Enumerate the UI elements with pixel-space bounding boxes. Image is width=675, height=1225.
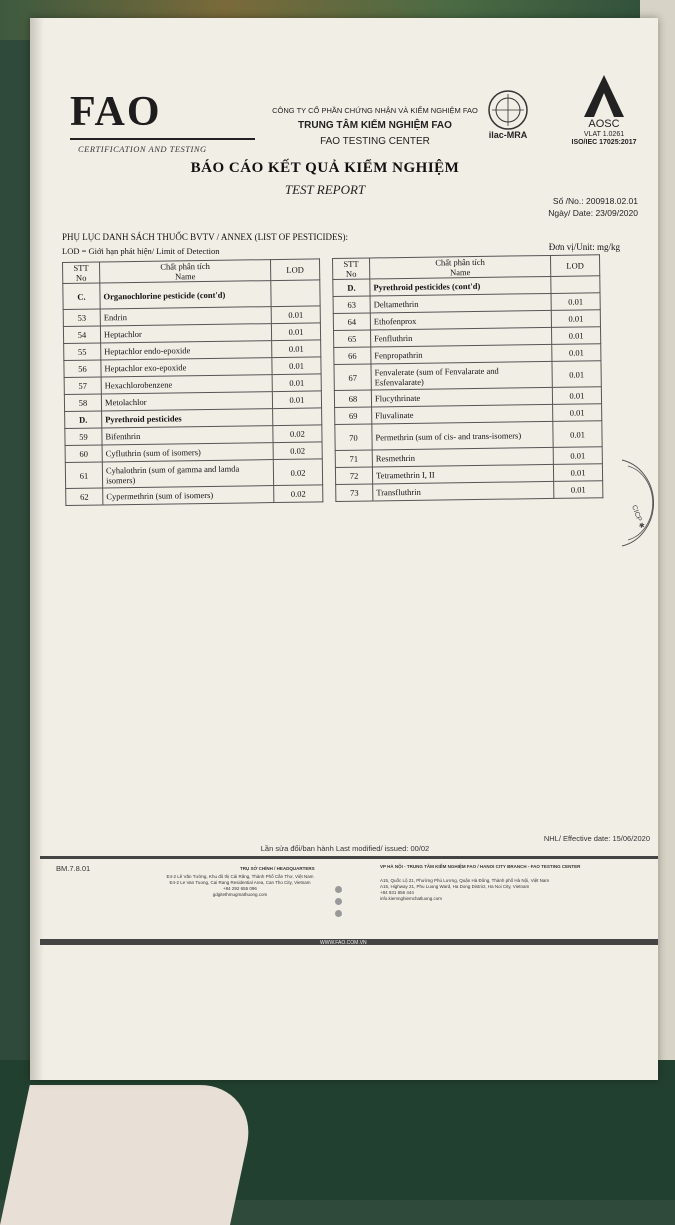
cell-lod: 0.01 [553, 464, 602, 482]
cell-lod: 0.02 [273, 425, 322, 443]
cell-name: Resmethrin [372, 447, 553, 467]
cell-name: Transfluthrin [373, 481, 554, 501]
hq-title: TRỤ SỞ CHÍNH / HEADQUARTERS [240, 866, 315, 871]
cell-lod: 0.01 [552, 387, 601, 405]
cell-stt: 62 [66, 488, 103, 506]
cell-lod: 0.01 [271, 306, 320, 324]
email-icon [335, 910, 342, 917]
cell-name: Organochlorine pesticide (cont'd) [100, 281, 271, 309]
form-code: BM.7.8.01 [56, 864, 91, 873]
cell-lod: 0.02 [274, 485, 323, 503]
table-row [336, 481, 603, 502]
cell-stt: D. [333, 279, 370, 297]
cell-name: Ethofenprox [370, 310, 551, 330]
cell-name: Cyfluthrin (sum of isomers) [102, 443, 273, 462]
cell-stt: 58 [64, 394, 101, 412]
cell-lod: 0.01 [272, 340, 321, 358]
cell-lod: 0.01 [551, 327, 600, 345]
cell-stt: 53 [63, 309, 100, 327]
cell-name: Endrin [100, 307, 271, 326]
cell-name: Permethrin (sum of cis- and trans-isomers) [372, 421, 553, 450]
cell-stt: 65 [334, 330, 371, 348]
cell-name: Fenpropathrin [371, 344, 552, 364]
cell-name: Pyrethroid pesticides (cont'd) [370, 276, 551, 296]
center-name-en: FAO TESTING CENTER [320, 136, 430, 147]
cell-lod: 0.02 [273, 459, 322, 486]
report-number: Số /No.: 200918.02.01 [552, 196, 638, 206]
svg-text:AOSC: AOSC [588, 118, 620, 130]
contact-icons [335, 886, 345, 922]
branch-title: VP HÀ NỘI - TRUNG TÂM KIỂM NGHIỆM FAO / HANOI CITY BRANCH - FAO TESTING CENTER [380, 864, 581, 869]
report-page [30, 18, 658, 1080]
footer-band [40, 856, 658, 964]
col-name: Chất phân tích Name [370, 255, 551, 279]
report-title-en: TEST REPORT [284, 182, 366, 197]
cell-stt: 59 [65, 428, 102, 446]
logo-subtitle: CERTIFICATION AND TESTING [78, 144, 207, 154]
cell-lod: 0.01 [271, 323, 320, 341]
cell-lod [273, 408, 322, 426]
col-lod: LOD [550, 255, 599, 277]
cell-stt: 73 [336, 484, 373, 502]
cell-stt: 55 [64, 343, 101, 361]
cell-lod: 0.01 [272, 391, 321, 409]
unit-label: Đơn vị/Unit: mg/kg [548, 242, 620, 252]
svg-text:CICP ✱: CICP ✱ [630, 504, 646, 530]
cell-stt: 60 [65, 445, 102, 463]
cell-name: Deltamethrin [370, 293, 551, 313]
cell-stt: 54 [63, 326, 100, 344]
cell-lod: 0.01 [553, 447, 602, 465]
report-title-vn: BÁO CÁO KẾT QUẢ KIỂM NGHIỆM [190, 160, 460, 176]
cell-lod [271, 280, 320, 307]
svg-text:ISO/IEC 17025:2017: ISO/IEC 17025:2017 [571, 139, 637, 146]
cell-stt: 57 [64, 377, 101, 395]
col-name: Chất phân tích Name [100, 260, 271, 283]
arm [0, 1085, 260, 1225]
cell-name: Tetramethrin I, II [372, 464, 553, 484]
cell-lod: 0.01 [272, 374, 321, 392]
col-lod: LOD [270, 259, 319, 281]
cell-name: Pyrethroid pesticides [102, 409, 273, 428]
cell-name: Metolachlor [101, 392, 272, 411]
cell-stt: 66 [334, 347, 371, 365]
cell-stt: 56 [64, 360, 101, 378]
svg-text:VLAT 1.0261: VLAT 1.0261 [583, 131, 625, 138]
cell-lod: 0.02 [273, 442, 322, 460]
table-row [334, 361, 601, 391]
cell-stt: 67 [334, 364, 371, 391]
cell-name: Heptachlor endo-epoxide [101, 341, 272, 360]
col-stt: STT No [333, 258, 370, 280]
cell-name: Flucythrinate [371, 387, 552, 407]
cell-name: Fenfluthrin [371, 327, 552, 347]
cell-stt: 63 [333, 296, 370, 314]
cell-name: Heptachlor exo-epoxide [101, 358, 272, 377]
table-row [335, 421, 602, 451]
company-name: CÔNG TY CỔ PHẦN CHỨNG NHẬN VÀ KIỂM NGHIỆM FAO [272, 106, 478, 115]
cicp-stamp [620, 458, 654, 548]
location-icon [335, 886, 342, 893]
hq-address: E4-2 Lê Văn Tưởng, Khu đô thị Cái Răng, Thành Phố Cần Thơ, Việt Nam E4-2 Le Van Tuong, Cai Rang Residential Area, Can Tho City, Vietnam +84 292 655 096 gdgitethmugmathuong.com [166, 874, 314, 897]
cell-lod: 0.01 [553, 404, 602, 422]
lod-note: LOD = Giới hạn phát hiện/ Limit of Detection [62, 246, 220, 256]
cell-name: Bifenthrin [102, 426, 273, 445]
cell-lod: 0.01 [551, 310, 600, 328]
ilac-mra-logo [482, 88, 534, 142]
pesticide-table-right [332, 254, 603, 502]
cell-lod: 0.01 [554, 481, 603, 499]
col-stt: STT No [63, 262, 100, 284]
cell-stt: 69 [335, 407, 372, 425]
cell-lod: 0.01 [552, 344, 601, 362]
cell-name: Hexachlorobenzene [101, 375, 272, 394]
logo-text: FAO [70, 89, 162, 135]
cell-stt: 64 [333, 313, 370, 331]
table-row [66, 485, 323, 506]
cell-stt: 72 [335, 467, 372, 485]
cell-lod [551, 276, 600, 294]
cell-stt: D. [65, 411, 102, 429]
last-modified: Lần sửa đổi/ban hành Last modified/ issued: 00/02 [260, 844, 430, 853]
svg-text:ilac-MRA: ilac-MRA [488, 130, 528, 140]
group-row [63, 280, 320, 310]
phone-icon [335, 898, 342, 905]
cell-name: Cyhalothrin (sum of gamma and lamda isomers) [102, 460, 273, 488]
branch-address: A15, Quốc Lộ 21, Phường Phú Lương, Quận Hà Đông, Thành phố Hà Nội, Việt Nam A15, Highway 21, Phu Luong Ward, Ha Dong District, Ha Noi City, Vietnam +84 931 856 444 info.kiemnghiemchatluong.com [380, 878, 550, 901]
cell-name: Fenvalerate (sum of Fenvalarate and Esfenvalarate) [371, 361, 552, 390]
cell-stt: 61 [65, 462, 102, 489]
cell-name: Heptachlor [100, 324, 271, 343]
cell-stt: 71 [335, 450, 372, 468]
cell-lod: 0.01 [553, 421, 602, 448]
cell-lod: 0.01 [272, 357, 321, 375]
cell-name: Cypermethrin (sum of isomers) [103, 486, 274, 505]
center-name-vn: TRUNG TÂM KIỂM NGHIỆM FAO [298, 120, 452, 131]
report-date: Ngày/ Date: 23/09/2020 [548, 208, 638, 218]
effective-date: NHL/ Effective date: 15/06/2020 [543, 834, 650, 843]
annex-title: PHỤ LỤC DANH SÁCH THUỐC BVTV / ANNEX (LIST OF PESTICIDES): [62, 232, 349, 242]
cell-stt: 70 [335, 424, 372, 451]
table-row [65, 459, 322, 489]
cell-lod: 0.01 [552, 361, 601, 388]
pesticide-table-left [62, 258, 323, 506]
cell-name: Fluvalinate [372, 404, 553, 424]
website: WWW.FAO.COM.VN [320, 940, 367, 946]
aosc-logo [560, 73, 658, 148]
cell-stt: 68 [334, 390, 371, 408]
cell-stt: C. [63, 283, 100, 310]
cell-lod: 0.01 [551, 293, 600, 311]
